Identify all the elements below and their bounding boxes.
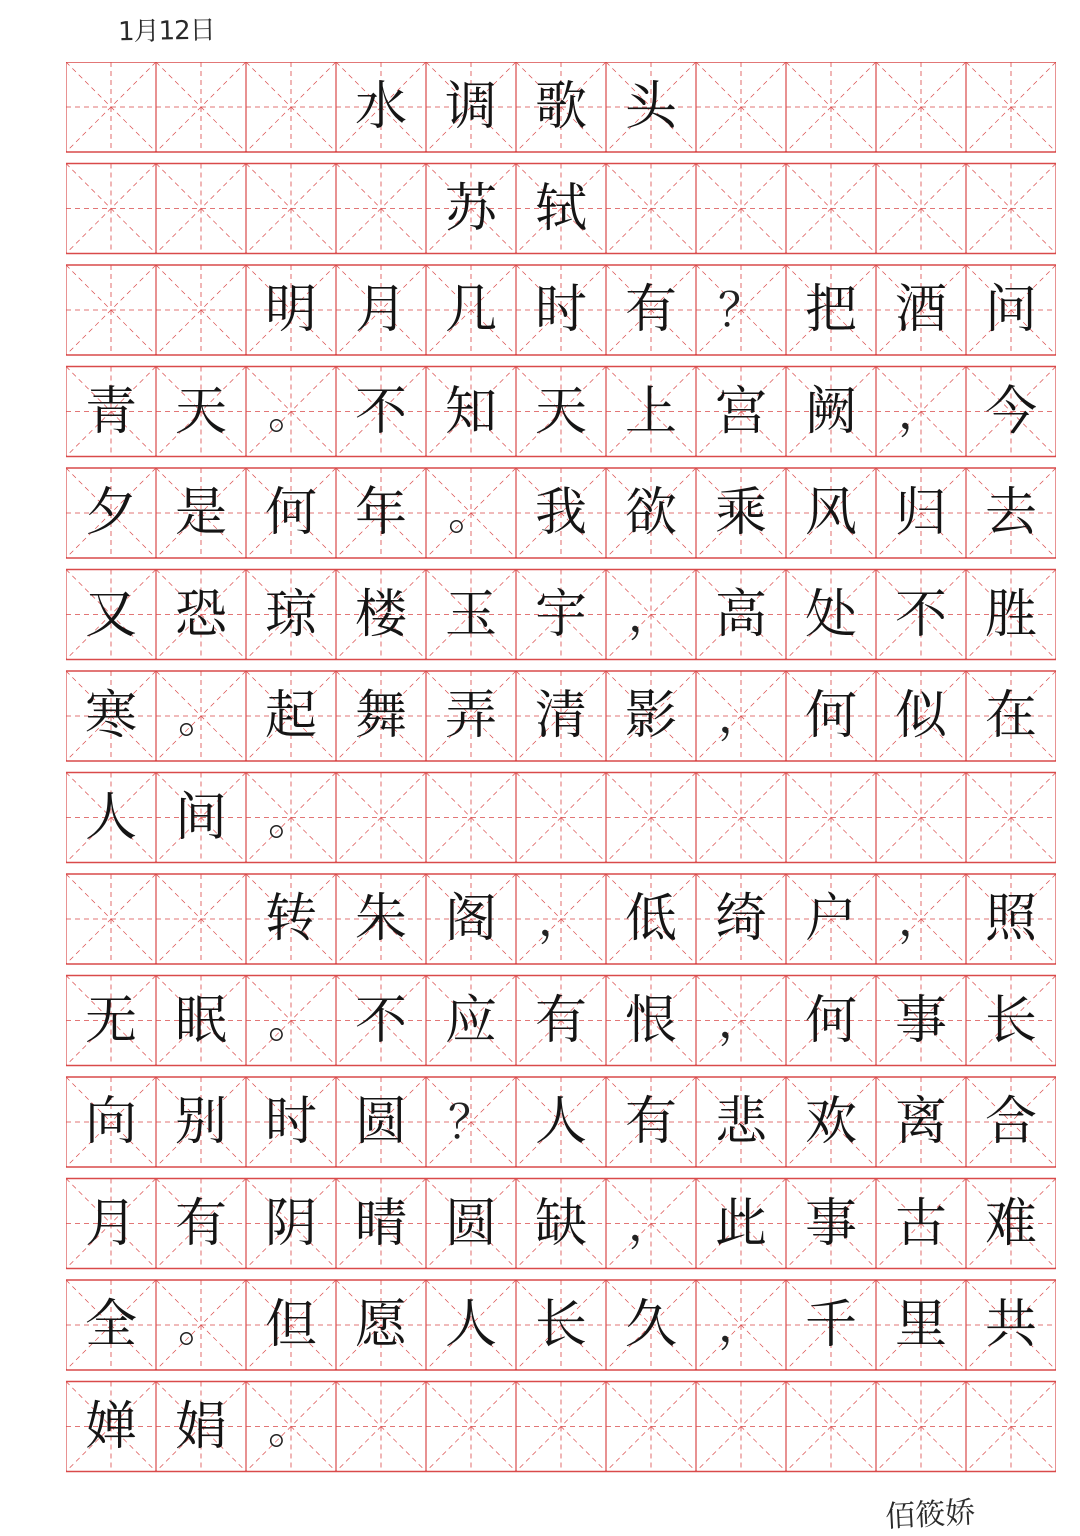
character-cell: 。 [448,486,494,540]
character-cell: 明 [264,280,317,340]
character-cell: 问 [984,280,1037,340]
grid-row [66,1179,1056,1269]
character-cell: 古 [894,1193,947,1254]
character-cell: 眠 [174,990,227,1051]
character-cell: 长 [984,990,1037,1051]
empty-cell [516,773,606,863]
character-cell: 圆 [444,1193,497,1254]
character-cell: 阴 [264,1193,317,1254]
empty-cell [696,773,786,863]
grid-row [66,976,1056,1066]
character-cell: 今 [984,381,1037,442]
character-cell: 有 [174,1193,227,1254]
character-cell: 在 [984,686,1037,746]
empty-cell [156,874,246,964]
character-cell: 千 [804,1295,857,1355]
empty-cell [606,1382,696,1472]
character-cell: 户 [804,889,857,949]
character-cell: ， [718,1298,764,1352]
character-cell: 宫 [714,381,767,442]
character-cell: 何 [264,483,317,543]
character-cell: 悲 [714,1092,767,1152]
character-cell: 事 [894,990,947,1051]
character-cell: 娟 [174,1396,227,1457]
empty-cell [66,265,156,355]
empty-cell [336,773,426,863]
character-cell: 此 [714,1193,767,1254]
character-cell: 苏 [444,178,497,239]
character-cell: 照 [984,889,1037,949]
character-cell: 全 [84,1295,137,1355]
character-cell: 把 [804,280,857,340]
grid-row [66,570,1056,660]
character-cell: 。 [268,790,314,845]
character-cell: 应 [444,990,497,1051]
character-cell: 年 [354,483,407,543]
character-cell: 恐 [174,584,227,645]
tianzige-writing-grid [66,62,1056,1478]
character-cell: 楼 [354,584,407,645]
empty-cell [966,62,1056,152]
character-cell: 朱 [354,889,407,949]
empty-cell [156,62,246,152]
grid-row [66,164,1056,254]
character-cell: ， [898,384,944,439]
character-cell: 晴 [354,1193,407,1254]
character-cell: 何 [804,686,857,746]
character-cell: 天 [174,381,227,442]
empty-cell [426,773,516,863]
empty-cell [966,1382,1056,1472]
character-cell: 不 [354,990,407,1051]
character-cell: 无 [84,990,137,1051]
empty-cell [336,1382,426,1472]
character-cell: 时 [534,280,587,340]
character-cell: 月 [84,1193,137,1254]
character-cell: 长 [534,1295,587,1355]
character-cell: 高 [714,584,767,645]
grid-row [66,874,1056,964]
grid-row [66,468,1056,558]
empty-cell [966,773,1056,863]
grid-row [66,62,1056,152]
signature: 佰筱娇 [884,1495,977,1535]
character-cell: 胜 [984,584,1037,645]
character-cell: 有 [624,1092,677,1152]
empty-cell [156,164,246,254]
character-cell: 月 [354,280,407,340]
character-cell: 绮 [714,889,767,949]
grid-row [66,1382,1056,1472]
character-cell: 夕 [84,483,137,543]
character-cell: 合 [984,1092,1037,1152]
character-cell: 有 [624,280,677,340]
grid-row [66,773,1056,863]
character-cell: 久 [624,1295,677,1355]
character-cell: 婵 [84,1396,137,1457]
empty-cell [66,164,156,254]
character-cell: ， [538,892,584,946]
character-cell: 我 [534,483,587,543]
character-cell: 又 [84,584,137,645]
character-cell: 。 [268,993,314,1048]
character-cell: 事 [804,1193,857,1254]
character-cell: ， [718,993,764,1048]
character-cell: 里 [894,1295,947,1355]
character-cell: 调 [444,77,497,137]
character-cell: 。 [268,1399,314,1454]
character-cell: 是 [174,483,227,543]
character-cell: 有 [534,990,587,1051]
character-cell: 转 [264,889,317,949]
character-cell: ？ [448,1095,494,1149]
character-cell: 缺 [534,1193,587,1254]
date-note: 1月12日 [117,15,215,48]
character-cell: 阙 [804,381,857,442]
character-cell: 弄 [444,686,497,746]
character-cell: ， [628,587,674,642]
character-cell: 不 [894,584,947,645]
character-cell: 不 [354,381,407,442]
empty-cell [336,164,426,254]
character-cell: 处 [804,584,857,645]
character-cell: 人 [84,787,137,848]
empty-cell [156,265,246,355]
character-cell: 共 [984,1295,1037,1355]
character-cell: 几 [444,280,497,340]
grid-row [66,671,1056,761]
character-cell: 影 [624,686,677,746]
empty-cell [426,1382,516,1472]
empty-cell [786,773,876,863]
empty-cell [786,62,876,152]
character-cell: 别 [174,1092,227,1152]
character-cell: 阁 [444,889,497,949]
character-cell: 玉 [444,584,497,645]
empty-cell [246,62,336,152]
empty-cell [606,164,696,254]
character-cell: ， [718,689,764,743]
character-cell: 风 [804,483,857,543]
grid-row [66,1077,1056,1167]
character-cell: 人 [534,1092,587,1152]
empty-cell [966,164,1056,254]
character-cell: 轼 [534,178,587,239]
character-cell: 宇 [534,584,587,645]
character-cell: ， [898,892,944,946]
character-cell: 歌 [534,77,587,137]
character-cell: 清 [534,686,587,746]
character-cell: 人 [444,1295,497,1355]
character-cell: 上 [624,381,677,442]
character-cell: 舞 [354,686,407,746]
character-cell: 水 [354,77,407,137]
character-cell: 向 [84,1092,137,1152]
character-cell: 时 [264,1092,317,1152]
character-cell: 乘 [714,483,767,543]
empty-cell [66,62,156,152]
character-cell: 似 [894,686,947,746]
empty-cell [66,874,156,964]
character-cell: 知 [444,381,497,442]
grid-row [66,1280,1056,1370]
empty-cell [876,1382,966,1472]
character-cell: 欲 [624,483,677,543]
character-cell: 去 [984,483,1037,543]
character-cell: 圆 [354,1092,407,1152]
grid-row [66,367,1056,457]
character-cell: 寒 [84,686,137,746]
grid-row [66,265,1056,355]
character-cell: 欢 [804,1092,857,1152]
empty-cell [876,773,966,863]
character-cell: 低 [624,889,677,949]
character-cell: ， [628,1196,674,1251]
character-cell: 归 [894,483,947,543]
empty-cell [606,773,696,863]
empty-cell [516,1382,606,1472]
character-cell: 。 [178,689,224,743]
character-cell: 。 [268,384,314,439]
character-cell: 何 [804,990,857,1051]
empty-cell [696,62,786,152]
empty-cell [696,1382,786,1472]
empty-cell [696,164,786,254]
character-cell: 离 [894,1092,947,1152]
character-cell: 酒 [894,280,947,340]
character-cell: 间 [174,787,227,848]
empty-cell [786,1382,876,1472]
character-cell: 但 [264,1295,317,1355]
character-cell: 头 [624,77,677,137]
empty-cell [876,164,966,254]
character-cell: 青 [84,381,137,442]
character-cell: 恨 [624,990,677,1051]
empty-cell [876,62,966,152]
empty-cell [786,164,876,254]
character-cell: 难 [984,1193,1037,1254]
character-cell: 天 [534,381,587,442]
character-cell: 琼 [264,584,317,645]
character-cell: 愿 [354,1295,407,1355]
character-cell: 。 [178,1298,224,1352]
character-cell: ？ [718,283,764,337]
character-cell: 起 [264,686,317,746]
empty-cell [246,164,336,254]
